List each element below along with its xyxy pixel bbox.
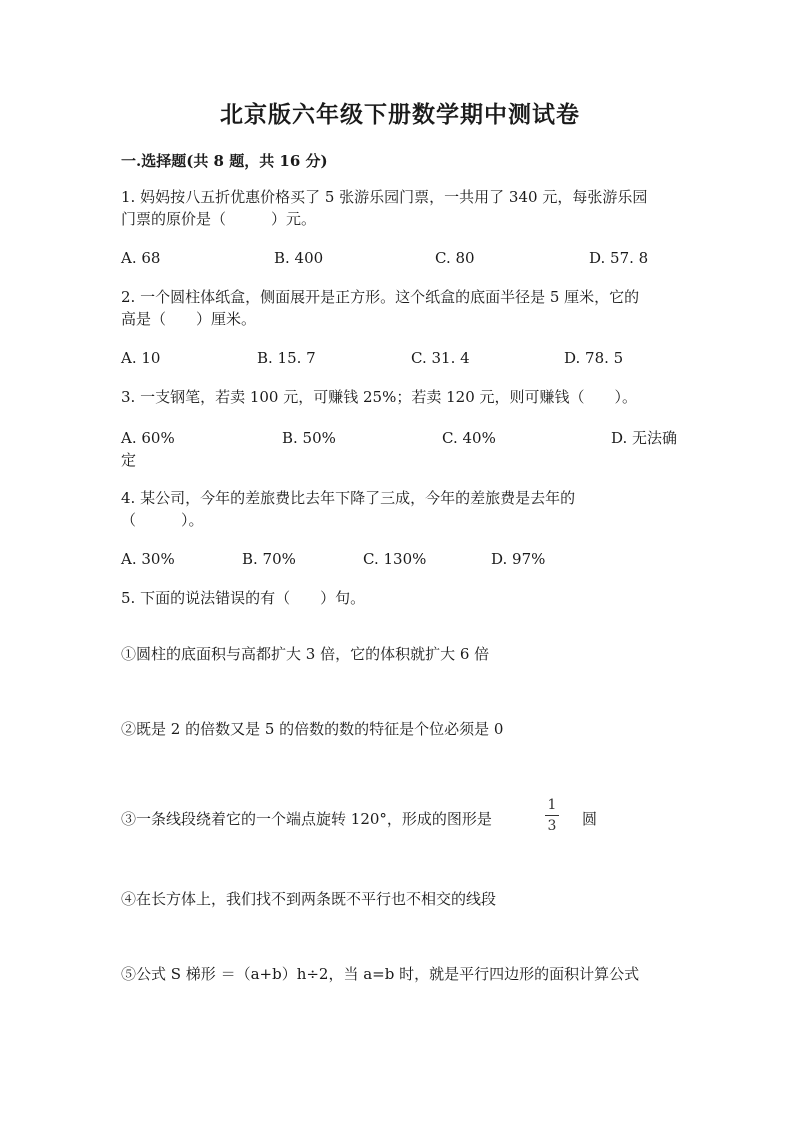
option-d: D. 97% (491, 550, 546, 568)
exam-title: 北京版六年级下册数学期中测试卷 (220, 101, 580, 128)
statement-3-suffix: 圆 (582, 810, 598, 828)
question-1-options (121, 247, 681, 269)
question-1-line-2: 门票的原价是（ ）元。 (121, 210, 317, 228)
option-c: C. 130% (363, 550, 427, 568)
fraction-bar (545, 815, 559, 816)
question-3-options (121, 427, 681, 449)
question-2-line-2: 高是（ ）厘米。 (121, 310, 257, 328)
option-b: B. 70% (242, 550, 296, 568)
question-2-options (121, 347, 681, 369)
option-d: D. 57. 8 (589, 249, 649, 267)
question-5-line-1: 5. 下面的说法错误的有（ ）句。 (121, 589, 366, 607)
question-2-line-1: 2. 一个圆柱体纸盒，侧面展开是正方形。这个纸盒的底面半径是 5 厘米，它的 (121, 288, 640, 306)
question-4 (121, 487, 681, 531)
question-1 (121, 186, 681, 230)
question-3 (121, 386, 681, 408)
fraction-denominator: 3 (547, 818, 557, 834)
option-c: C. 31. 4 (411, 349, 470, 367)
fraction-one-third (545, 796, 559, 835)
option-b: B. 50% (282, 429, 336, 447)
option-b: B. 15. 7 (257, 349, 316, 367)
statement-3 (121, 797, 681, 834)
option-b: B. 400 (274, 249, 324, 267)
option-d: D. 无法确 (611, 429, 678, 447)
question-4-line-2: （ ）。 (121, 511, 204, 529)
statement-5: ⑤公式 S 梯形 ＝（a+b）h÷2，当 a=b 时，就是平行四边形的面积计算公式 (121, 965, 640, 983)
option-c: C. 40% (442, 429, 496, 447)
question-1-line-1: 1. 妈妈按八五折优惠价格买了 5 张游乐园门票，一共用了 340 元，每张游乐园 (121, 188, 648, 206)
question-2 (121, 286, 681, 330)
question-5 (121, 587, 681, 609)
question-4-options (121, 548, 681, 570)
option-c: C. 80 (435, 249, 475, 267)
option-a: A. 68 (121, 249, 161, 267)
statement-2: ②既是 2 的倍数又是 5 的倍数的数的特征是个位必须是 0 (121, 720, 504, 738)
question-4-line-1: 4. 某公司，今年的差旅费比去年下降了三成，今年的差旅费是去年的 (121, 489, 576, 507)
statement-3-text: ③一条线段绕着它的一个端点旋转 120°，形成的图形是 (121, 810, 492, 828)
statement-1: ①圆柱的底面积与高都扩大 3 倍，它的体积就扩大 6 倍 (121, 645, 490, 663)
option-d: D. 78. 5 (564, 349, 624, 367)
option-d-wrap: 定 (121, 451, 137, 469)
question-3-line-1: 3. 一支钢笔，若卖 100 元，可赚钱 25%；若卖 120 元，则可赚钱（ ）。 (121, 388, 638, 406)
section-heading: 一.选择题(共 8 题，共 16 分) (121, 152, 328, 170)
option-a: A. 10 (121, 349, 161, 367)
statement-4: ④在长方体上，我们找不到两条既不平行也不相交的线段 (121, 890, 497, 908)
fraction-numerator: 1 (547, 797, 557, 813)
option-a: A. 30% (121, 550, 175, 568)
option-a: A. 60% (121, 429, 175, 447)
